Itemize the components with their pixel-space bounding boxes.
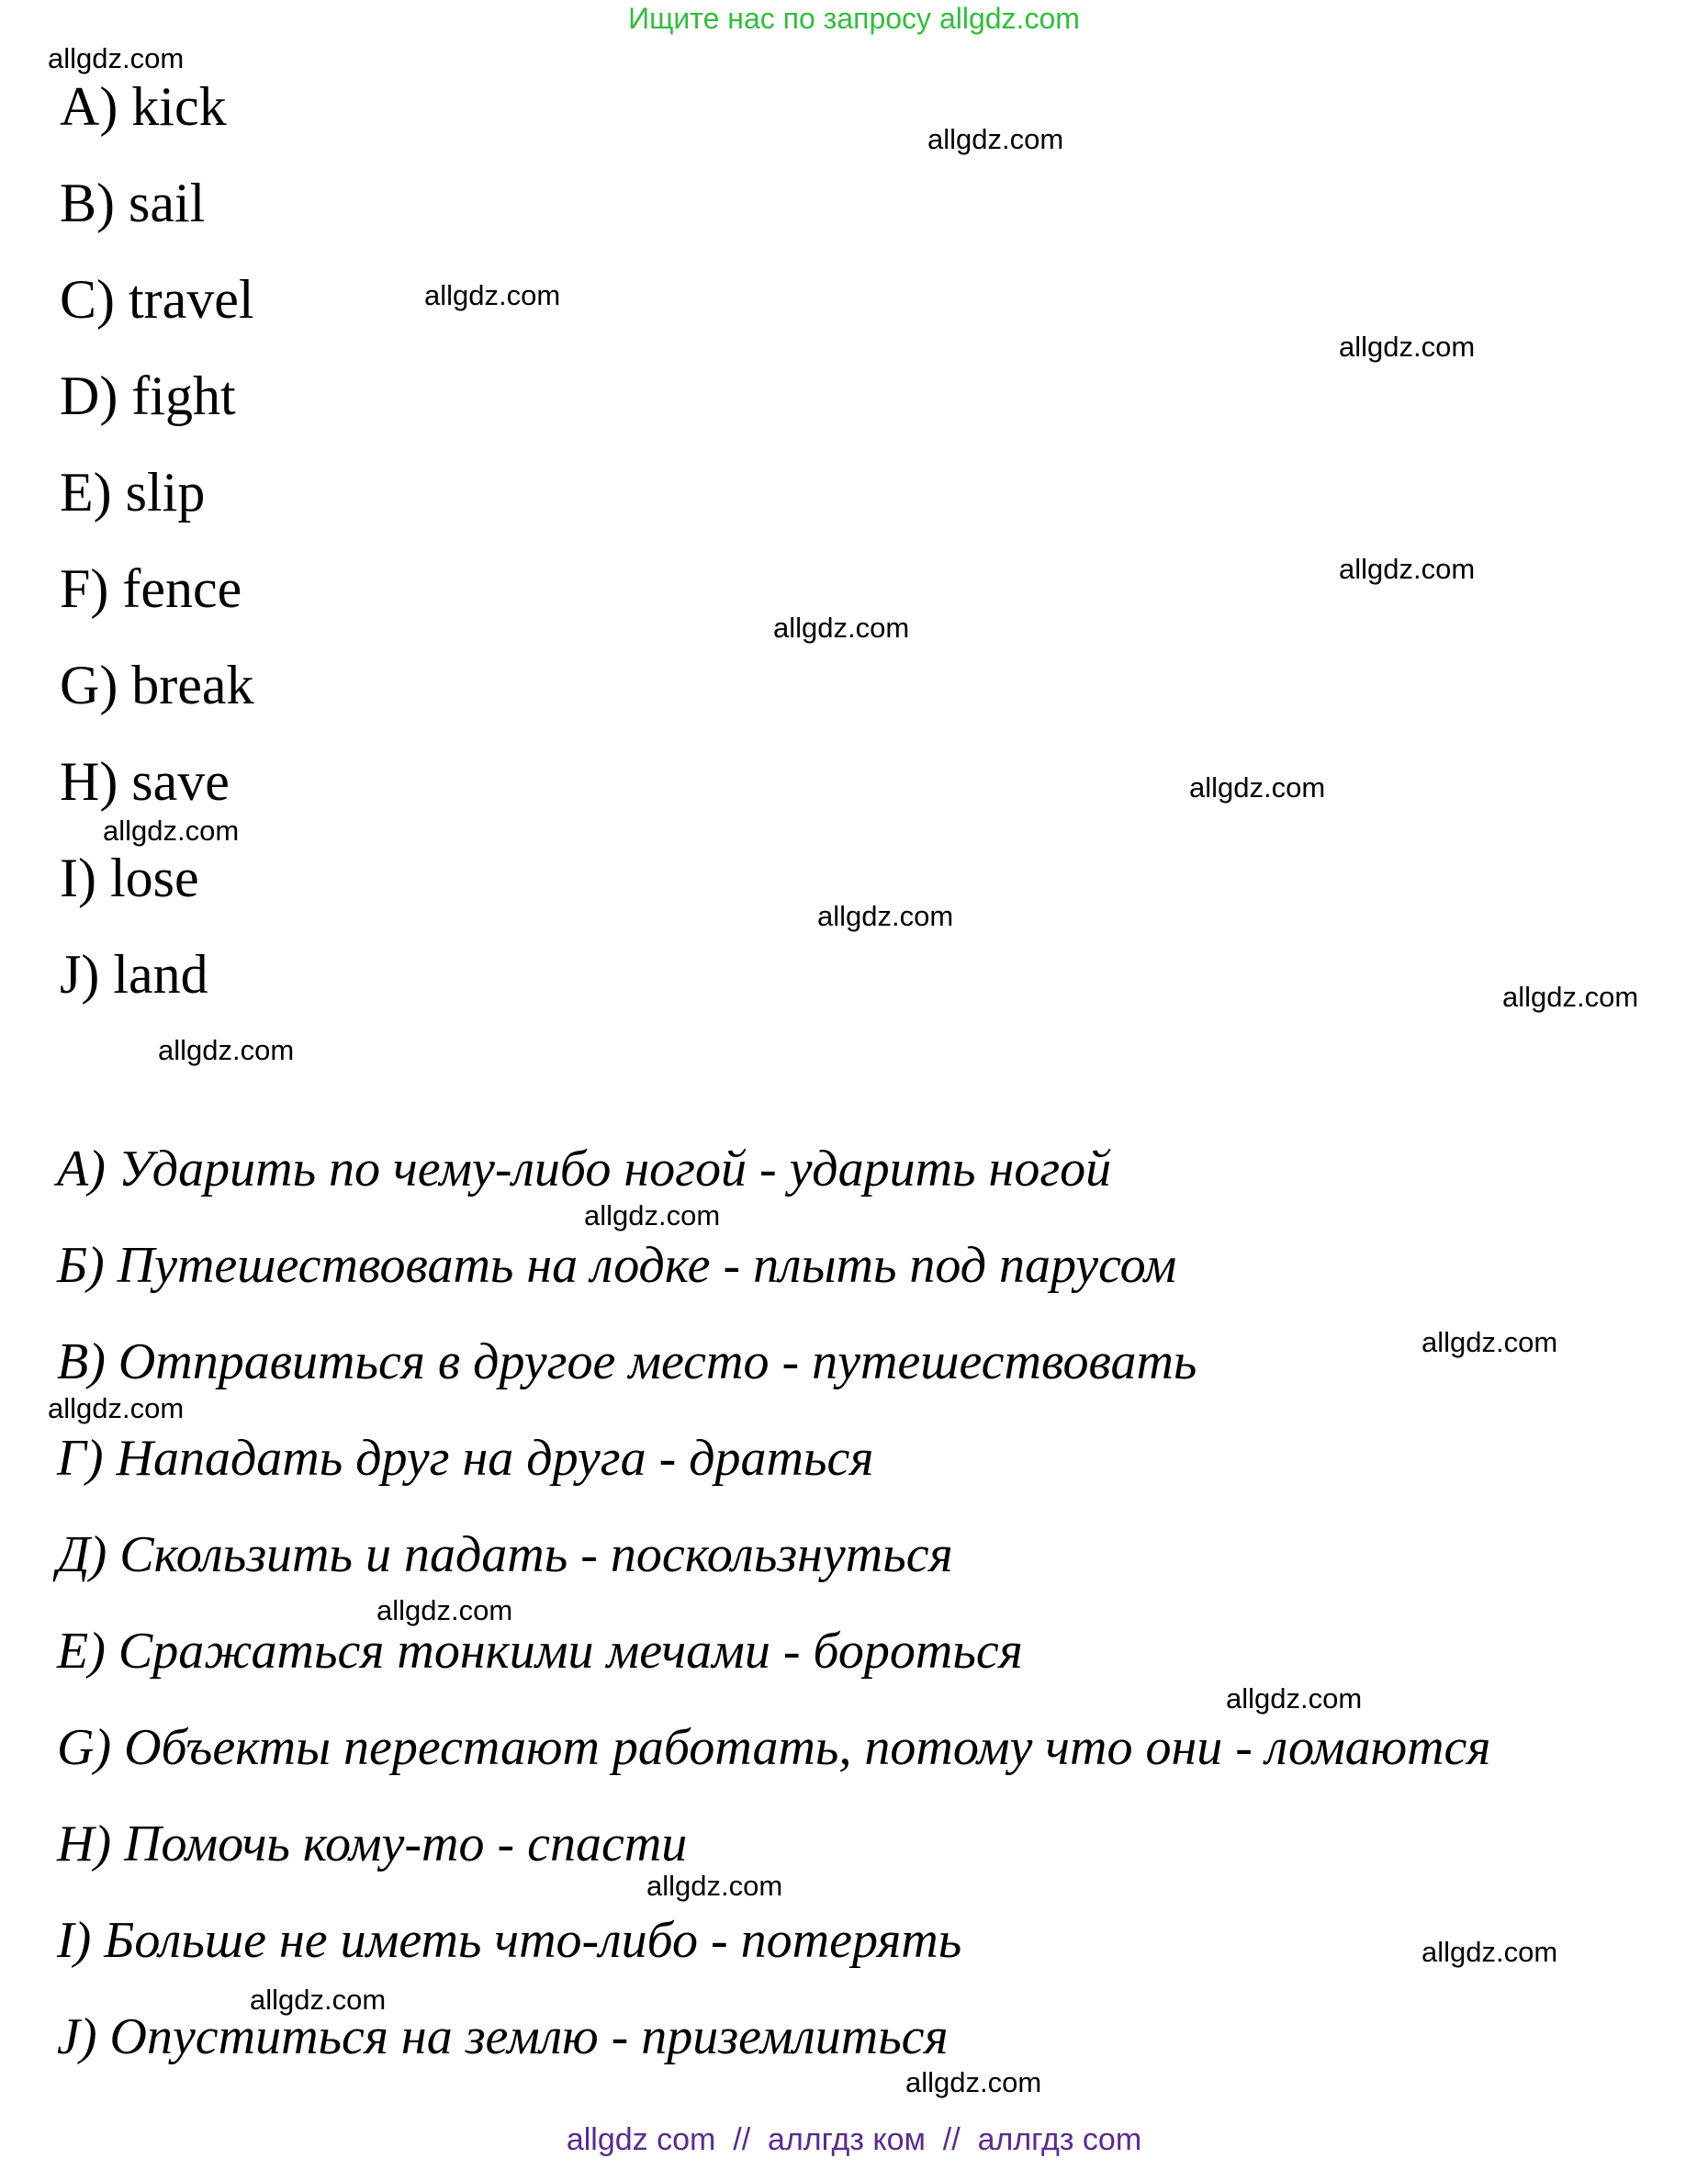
definition-lose: I) Больше не иметь что-либо - потерять bbox=[57, 1912, 962, 1969]
watermark: allgdz.com bbox=[376, 1594, 513, 1626]
watermark: allgdz.com bbox=[158, 1034, 295, 1066]
watermark: allgdz.com bbox=[1421, 1936, 1558, 1968]
footer-watermark: allgdz com // аллгдз ком // аллгдз com bbox=[566, 2122, 1142, 2157]
watermark: allgdz.com bbox=[424, 279, 561, 311]
definition-kick: А) Ударить по чему-либо ногой - ударить ногой bbox=[57, 1141, 1112, 1197]
word-sail: B) sail bbox=[60, 173, 206, 233]
word-slip: E) slip bbox=[60, 462, 206, 523]
watermark: allgdz.com bbox=[817, 900, 954, 932]
watermark: allgdz.com bbox=[1189, 771, 1326, 804]
word-fence: F) fence bbox=[60, 558, 242, 619]
word-kick: A) kick bbox=[60, 76, 227, 137]
definition-fight: Г) Нападать друг на друга - драться bbox=[57, 1430, 874, 1487]
watermark: allgdz.com bbox=[250, 1984, 387, 2016]
word-land: J) land bbox=[60, 944, 208, 1005]
watermark: allgdz.com bbox=[584, 1199, 721, 1231]
top-banner: Ищите нас по запросу allgdz.com bbox=[628, 2, 1080, 35]
watermark: allgdz.com bbox=[48, 1392, 185, 1424]
watermark: allgdz.com bbox=[1339, 553, 1476, 585]
watermark: allgdz.com bbox=[1502, 981, 1639, 1013]
watermark: allgdz.com bbox=[103, 815, 240, 847]
watermark: allgdz.com bbox=[905, 2066, 1042, 2098]
word-fight: D) fight bbox=[60, 365, 236, 426]
word-break: G) break bbox=[60, 655, 254, 715]
definition-save: H) Помочь кому-то - спасти bbox=[57, 1816, 688, 1872]
definition-sail: Б) Путешествовать на лодке - плыть под парусом bbox=[57, 1237, 1177, 1294]
watermark: allgdz.com bbox=[1339, 331, 1476, 363]
definition-land: J) Опуститься на землю - приземлиться bbox=[57, 2008, 949, 2065]
watermark: allgdz.com bbox=[646, 1870, 783, 1902]
word-lose: I) lose bbox=[60, 848, 199, 908]
watermark: allgdz.com bbox=[773, 612, 910, 644]
watermark: allgdz.com bbox=[927, 123, 1064, 155]
watermark: allgdz.com bbox=[48, 42, 185, 74]
watermark: allgdz.com bbox=[1421, 1326, 1558, 1358]
definition-travel: В) Отправиться в другое место - путешествовать bbox=[57, 1333, 1197, 1390]
definition-break: G) Объекты перестают работать, потому что они - ломаются bbox=[57, 1719, 1491, 1776]
word-travel: C) travel bbox=[60, 269, 254, 330]
watermark: allgdz.com bbox=[1226, 1682, 1363, 1715]
definition-fence: Е) Сражаться тонкими мечами - бороться bbox=[57, 1623, 1023, 1680]
definition-slip: Д) Скользить и падать - поскользнуться bbox=[57, 1526, 953, 1583]
word-save: H) save bbox=[60, 751, 230, 812]
